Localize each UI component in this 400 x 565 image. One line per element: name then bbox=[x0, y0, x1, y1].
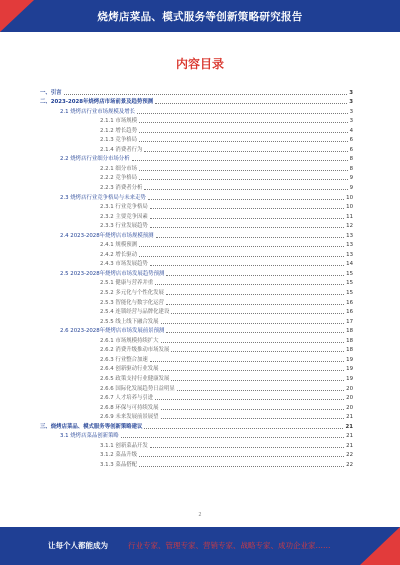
toc-entry-text: 二、2023-2028年烧烤店市场前景及趋势预测 bbox=[40, 99, 154, 106]
toc-entry[interactable] bbox=[40, 344, 353, 354]
toc-entry-page: 20 bbox=[346, 395, 353, 402]
toc-dot-leader bbox=[150, 357, 344, 362]
toc-entry-page: 13 bbox=[346, 251, 353, 258]
toc-entry-text: 3.1.3 菜品搭配 bbox=[100, 461, 137, 468]
toc-entry-page: 14 bbox=[346, 261, 353, 268]
toc-entry-text: 2.3 烧烤店行业竞争格局与未来走势 bbox=[60, 194, 146, 201]
toc-entry-text: 2.5.5 线上线下融合发展 bbox=[100, 318, 159, 325]
toc-entry-page: 19 bbox=[346, 356, 353, 363]
toc-entry[interactable] bbox=[40, 315, 353, 325]
toc-entry[interactable] bbox=[40, 420, 353, 430]
toc-entry-text: 3.1.1 创新菜品开发 bbox=[100, 442, 148, 449]
toc-entry-text: 3.1.2 菜品升级 bbox=[100, 452, 137, 459]
toc-entry[interactable] bbox=[40, 191, 353, 201]
toc-entry-text: 2.1.3 竞争格局 bbox=[100, 137, 137, 144]
toc-entry-page: 16 bbox=[346, 299, 353, 306]
toc-entry[interactable] bbox=[40, 430, 353, 440]
toc-dot-leader bbox=[166, 271, 344, 276]
toc-entry-text: 2.4.2 增长驱动 bbox=[100, 251, 137, 258]
toc-entry-text: 一、引言 bbox=[40, 89, 62, 96]
toc-dot-leader bbox=[139, 128, 348, 133]
toc-entry[interactable] bbox=[40, 449, 353, 459]
toc-entry-text: 2.1.1 市场规模 bbox=[100, 118, 137, 125]
toc-entry[interactable] bbox=[40, 124, 353, 134]
toc-entry-text: 2.1 烧烤店行业市场规模及增长 bbox=[60, 108, 135, 115]
toc-entry[interactable] bbox=[40, 458, 353, 468]
toc-dot-leader bbox=[155, 99, 347, 104]
toc-entry-page: 19 bbox=[346, 366, 353, 373]
toc-entry-text: 2.2.2 竞争格局 bbox=[100, 175, 137, 182]
toc-entry-text: 2.3.1 行业竞争格局 bbox=[100, 204, 148, 211]
toc-dot-leader bbox=[150, 443, 344, 448]
toc-entry-page: 9 bbox=[349, 175, 353, 182]
toc-entry-page: 13 bbox=[346, 242, 353, 249]
toc-entry-text: 2.5.3 智能化与数字化运营 bbox=[100, 299, 164, 306]
toc-dot-leader bbox=[139, 118, 348, 123]
footer-accent-triangle bbox=[360, 527, 400, 565]
toc-entry-page: 15 bbox=[346, 280, 353, 287]
toc-entry[interactable] bbox=[40, 239, 353, 249]
toc-entry-text: 2.4.1 规模预测 bbox=[100, 242, 137, 249]
toc-entry-page: 21 bbox=[346, 442, 353, 449]
toc-entry[interactable] bbox=[40, 134, 353, 144]
toc-entry[interactable] bbox=[40, 210, 353, 220]
toc-dot-leader bbox=[150, 261, 344, 266]
toc-entry-page: 13 bbox=[346, 232, 353, 239]
toc-entry-text: 2.6.8 环保与可持续发展 bbox=[100, 404, 159, 411]
toc-entry[interactable] bbox=[40, 363, 353, 373]
toc-dot-leader bbox=[121, 433, 344, 438]
footer-roles: 行业专家、管理专家、营销专家、战略专家、成功企业家…… bbox=[128, 541, 331, 550]
toc-entry[interactable] bbox=[40, 115, 353, 125]
toc-dot-leader bbox=[150, 223, 344, 228]
toc-entry-page: 20 bbox=[346, 404, 353, 411]
toc-dot-leader bbox=[177, 386, 344, 391]
toc-entry-page: 12 bbox=[346, 223, 353, 230]
toc-entry-text: 三、烧烤店菜品、模式服务等创新策略建议 bbox=[40, 423, 143, 430]
toc-entry-text: 2.6.1 市场规模持续扩大 bbox=[100, 337, 159, 344]
toc-dot-leader bbox=[132, 156, 348, 161]
toc-entry-page: 20 bbox=[346, 385, 353, 392]
toc-entry-page: 22 bbox=[346, 452, 353, 459]
toc-entry-text: 2.6.2 消费升级推动市场发展 bbox=[100, 347, 170, 354]
toc-entry[interactable] bbox=[40, 392, 353, 402]
toc-dot-leader bbox=[161, 366, 345, 371]
toc-entry-text: 2.5.1 健康与营养并重 bbox=[100, 280, 154, 287]
toc-entry[interactable] bbox=[40, 296, 353, 306]
toc-entry[interactable] bbox=[40, 162, 353, 172]
toc-entry-page: 22 bbox=[346, 461, 353, 468]
toc-entry-page: 21 bbox=[346, 414, 353, 421]
toc-entry-page: 10 bbox=[346, 194, 353, 201]
toc-entry-page: 18 bbox=[346, 347, 353, 354]
toc-entry-page: 16 bbox=[346, 309, 353, 316]
toc-dot-leader bbox=[139, 175, 348, 180]
report-title: 烧烤店菜品、模式服务等创新策略研究报告 bbox=[97, 11, 303, 23]
toc-dot-leader bbox=[139, 242, 344, 247]
toc-entry-page: 18 bbox=[346, 337, 353, 344]
toc-entry[interactable] bbox=[40, 277, 353, 287]
toc-entry[interactable] bbox=[40, 372, 353, 382]
toc-dot-leader bbox=[139, 462, 344, 467]
toc-dot-leader bbox=[166, 328, 344, 333]
toc-entry[interactable] bbox=[40, 96, 353, 106]
toc-entry[interactable] bbox=[40, 201, 353, 211]
toc-dot-leader bbox=[171, 347, 344, 352]
toc-entry-page: 6 bbox=[349, 137, 353, 144]
toc-entry[interactable] bbox=[40, 248, 353, 258]
toc-entry-text: 2.6.7 人才培养与引进 bbox=[100, 395, 154, 402]
toc-entry[interactable] bbox=[40, 411, 353, 421]
toc-entry-text: 2.6.6 国际化发展趋势日益明显 bbox=[100, 385, 175, 392]
toc-entry-text: 2.6.5 政策支持行业健康发展 bbox=[100, 375, 170, 382]
toc-dot-leader bbox=[156, 233, 345, 238]
toc-entry-text: 2.3.2 主要竞争因素 bbox=[100, 213, 148, 220]
toc-entry-text: 2.6.4 创新驱动行业发展 bbox=[100, 366, 159, 373]
toc-entry-page: 3 bbox=[349, 89, 353, 96]
toc-entry-text: 2.5.4 连锁经营与品牌化建设 bbox=[100, 309, 170, 316]
toc-entry-text: 2.4.3 市场发展趋势 bbox=[100, 261, 148, 268]
toc-entry-text: 2.6.9 未来发展前景展望 bbox=[100, 414, 159, 421]
toc-entry-text: 2.5 2023-2028年烧烤店市场发展趋势预测 bbox=[60, 270, 165, 277]
toc-entry-text: 2.1.2 增长趋势 bbox=[100, 127, 137, 134]
toc-entry-page: 15 bbox=[346, 270, 353, 277]
toc-entry-page: 3 bbox=[349, 99, 353, 106]
toc-entry-text: 2.4 2023-2028年烧烤店市场规模预测 bbox=[60, 232, 154, 239]
toc-dot-leader bbox=[150, 214, 344, 219]
toc-entry-page: 4 bbox=[349, 127, 353, 134]
toc-entry-text: 2.2 烧烤店行业细分市场分析 bbox=[60, 156, 130, 163]
toc-entry[interactable] bbox=[40, 153, 353, 163]
toc-entry[interactable] bbox=[40, 86, 353, 96]
toc-entry-page: 11 bbox=[346, 213, 353, 220]
toc-entry-text: 2.2.3 消费者分析 bbox=[100, 185, 143, 192]
toc-entry-page: 3 bbox=[349, 108, 353, 115]
toc-dot-leader bbox=[144, 147, 347, 152]
toc-entry[interactable] bbox=[40, 439, 353, 449]
toc-dot-leader bbox=[166, 300, 344, 305]
toc-title: 内容目录 bbox=[175, 57, 224, 71]
toc-dot-leader bbox=[155, 280, 344, 285]
toc-entry[interactable] bbox=[40, 229, 353, 239]
toc-dot-leader bbox=[161, 414, 345, 419]
toc-entry[interactable] bbox=[40, 334, 353, 344]
toc-dot-leader bbox=[161, 338, 345, 343]
toc-dot-leader bbox=[144, 424, 343, 429]
toc-entry-page: 3 bbox=[349, 118, 353, 125]
toc-dot-leader bbox=[137, 109, 348, 114]
page-footer bbox=[0, 527, 400, 565]
footer-slogan: 让每个人都能成为 bbox=[48, 541, 108, 550]
toc-entry-text: 2.2.1 细分市场 bbox=[100, 165, 137, 172]
toc-entry-page: 19 bbox=[346, 375, 353, 382]
toc-entry[interactable] bbox=[40, 286, 353, 296]
toc-entry[interactable] bbox=[40, 382, 353, 392]
toc-entry-text: 2.5.2 多元化与个性化发展 bbox=[100, 290, 164, 297]
toc-dot-leader bbox=[139, 137, 348, 142]
toc-entry[interactable] bbox=[40, 401, 353, 411]
toc-dot-leader bbox=[64, 90, 348, 95]
toc-entry[interactable] bbox=[40, 143, 353, 153]
toc-entry[interactable] bbox=[40, 353, 353, 363]
page-header bbox=[0, 0, 400, 32]
toc-entry-page: 9 bbox=[349, 185, 353, 192]
toc-entry-page: 15 bbox=[346, 290, 353, 297]
toc-dot-leader bbox=[161, 319, 345, 324]
toc-entry[interactable] bbox=[40, 267, 353, 277]
toc-entry-text: 2.6 2023-2028年烧烤店市场发展前景预测 bbox=[60, 328, 165, 335]
toc-entry[interactable] bbox=[40, 325, 353, 335]
toc-entry-text: 2.3.3 行业发展趋势 bbox=[100, 223, 148, 230]
toc-dot-leader bbox=[139, 252, 344, 257]
toc-entry-page: 8 bbox=[349, 165, 353, 172]
toc-dot-leader bbox=[144, 185, 347, 190]
toc-dot-leader bbox=[148, 195, 344, 200]
toc-entry-text: 3.1 烧烤店菜品创新策略 bbox=[60, 433, 119, 440]
toc-dot-leader bbox=[161, 405, 345, 410]
toc-entry-text: 2.1.4 消费者行为 bbox=[100, 146, 143, 153]
toc-entry-page: 17 bbox=[346, 318, 353, 325]
toc-entry-page: 8 bbox=[349, 156, 353, 163]
toc-entry[interactable] bbox=[40, 306, 353, 316]
toc-entry-page: 10 bbox=[346, 204, 353, 211]
toc-entry[interactable] bbox=[40, 181, 353, 191]
toc-entry-page: 6 bbox=[349, 146, 353, 153]
page-number: 2 bbox=[198, 512, 202, 518]
table-of-contents bbox=[40, 86, 353, 468]
toc-entry[interactable] bbox=[40, 220, 353, 230]
toc-dot-leader bbox=[150, 204, 344, 209]
toc-entry-page: 18 bbox=[346, 328, 353, 335]
toc-entry-text: 2.6.3 行业整合加速 bbox=[100, 356, 148, 363]
toc-entry-page: 21 bbox=[346, 433, 353, 440]
toc-entry[interactable] bbox=[40, 105, 353, 115]
toc-entry[interactable] bbox=[40, 172, 353, 182]
toc-entry-page: 21 bbox=[345, 423, 353, 430]
toc-entry[interactable] bbox=[40, 258, 353, 268]
toc-dot-leader bbox=[171, 309, 344, 314]
toc-dot-leader bbox=[139, 166, 348, 171]
toc-dot-leader bbox=[139, 452, 344, 457]
toc-dot-leader bbox=[166, 290, 344, 295]
toc-dot-leader bbox=[155, 395, 344, 400]
toc-dot-leader bbox=[171, 376, 344, 381]
